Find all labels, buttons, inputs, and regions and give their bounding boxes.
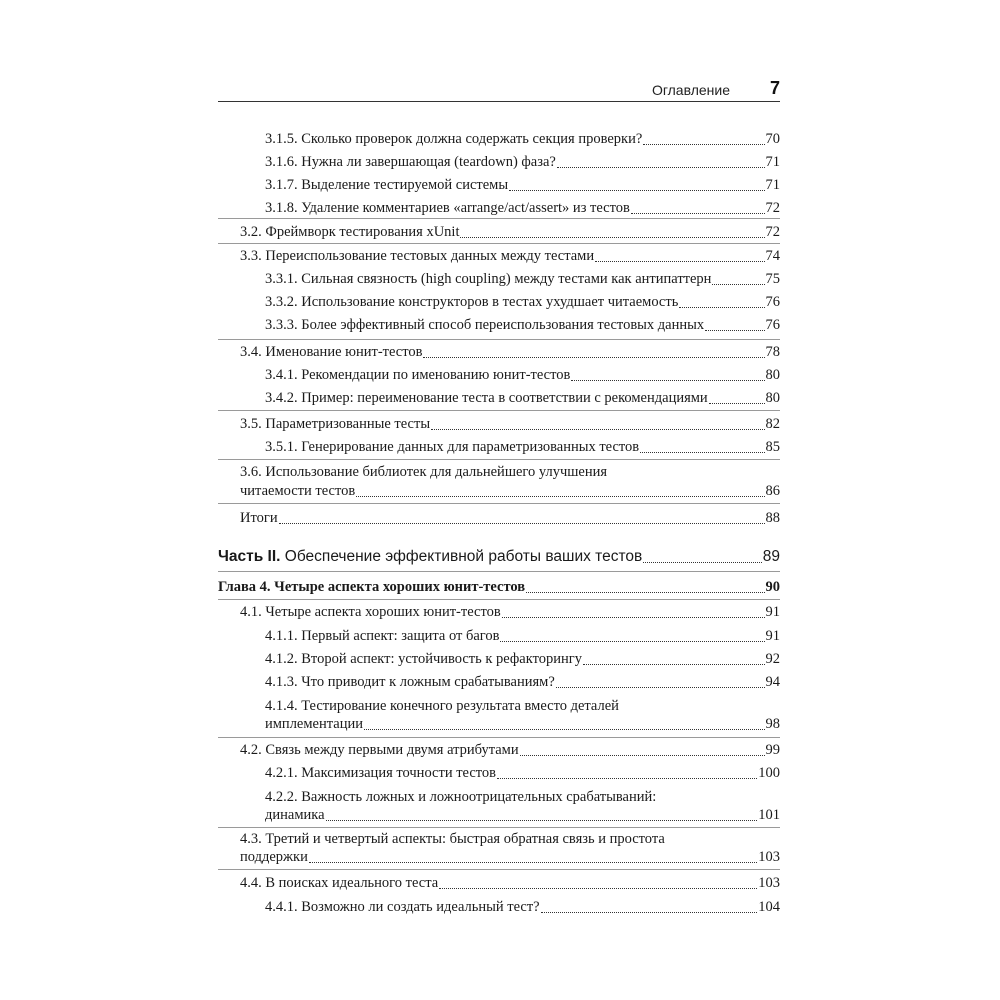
toc-entry-page: 71: [765, 154, 780, 170]
leader-dots: [709, 391, 765, 404]
toc-entry-page: 71: [765, 177, 780, 193]
toc-entry[interactable]: [240, 480, 780, 500]
toc-entry-label: 3.1.8. Удаление комментариев «arrange/act/assert» из тестов: [265, 200, 630, 216]
section-separator: [218, 737, 780, 738]
toc-entry[interactable]: [265, 291, 780, 311]
leader-dots: [583, 652, 765, 665]
toc-entry-page: 92: [765, 651, 780, 667]
leader-dots: [509, 178, 764, 191]
leader-dots: [279, 511, 765, 524]
toc-entry[interactable]: [265, 151, 780, 171]
toc-entry[interactable]: [265, 436, 780, 456]
toc-entry[interactable]: [265, 174, 780, 194]
toc-entry[interactable]: [240, 413, 780, 433]
section-separator: [218, 218, 780, 219]
toc-entry[interactable]: [265, 128, 780, 148]
toc-entry[interactable]: [265, 896, 780, 916]
toc-entry-page: 99: [765, 742, 780, 758]
toc-entry-label: 3.4.1. Рекомендации по именованию юнит-тестов: [265, 367, 571, 383]
section-separator: [218, 503, 780, 504]
toc-entry[interactable]: [240, 245, 780, 265]
leader-dots: [309, 850, 757, 863]
section-separator: [218, 339, 780, 340]
leader-dots: [356, 484, 764, 497]
toc-entry-label: 4.2. Связь между первыми двумя атрибутами: [240, 742, 519, 758]
leader-dots: [643, 550, 762, 563]
toc-entry-page: 91: [765, 604, 780, 620]
leader-dots: [595, 249, 764, 262]
running-title: Оглавление: [651, 82, 730, 98]
section-separator: [218, 459, 780, 460]
toc-entry[interactable]: [240, 846, 780, 866]
toc-entry-label: 3.1.6. Нужна ли завершающая (teardown) фаза?: [265, 154, 556, 170]
toc-entry-label: 3.2. Фреймворк тестирования xUnit: [240, 224, 460, 240]
toc-entry-page: 104: [758, 899, 780, 915]
section-separator: [218, 243, 780, 244]
toc-entry[interactable]: [240, 872, 780, 892]
toc-entry-page: 98: [765, 716, 780, 732]
leader-dots: [439, 876, 757, 889]
toc-entry-label: 4.1. Четыре аспекта хороших юнит-тестов: [240, 604, 501, 620]
leader-dots: [497, 766, 757, 779]
toc-entry-label: 3.4.2. Пример: переименование теста в соответствии с рекомендациями: [265, 390, 708, 406]
toc-entry-label: 4.1.3. Что приводит к ложным срабатываниям?: [265, 674, 555, 690]
toc-entry[interactable]: [265, 713, 780, 733]
leader-dots: [679, 295, 764, 308]
toc-entry-label: 3.3.3. Более эффективный способ переиспользования тестовых данных: [265, 317, 705, 333]
toc-entry[interactable]: [265, 671, 780, 691]
toc-entry-label: 3.4. Именование юнит-тестов: [240, 344, 423, 360]
leader-dots: [557, 155, 765, 168]
toc-entry[interactable]: [240, 739, 780, 759]
toc-entry-label: 3.3.1. Сильная связность (high coupling) между тестами как антипаттерн: [265, 271, 712, 287]
toc-entry-page: 101: [758, 807, 780, 823]
toc-part-entry[interactable]: [218, 546, 780, 566]
toc-entry-page: 75: [765, 271, 780, 287]
toc-entry-label: 3.3. Переиспользование тестовых данных между тестами: [240, 248, 595, 264]
toc-entry[interactable]: [265, 364, 780, 384]
toc-entry-page: 90: [765, 579, 780, 595]
toc-entry[interactable]: [240, 601, 780, 621]
toc-entry-label-line1: 4.1.4. Тестирование конечного результата вместо деталей: [265, 698, 619, 714]
toc-entry[interactable]: [265, 197, 780, 217]
leader-dots: [556, 675, 765, 688]
toc-entry-page: 80: [765, 390, 780, 406]
leader-dots: [431, 417, 764, 430]
toc-entry[interactable]: [265, 387, 780, 407]
toc-entry-label: имплементации: [265, 716, 363, 732]
toc-entry-page: 103: [758, 875, 780, 891]
leader-dots: [526, 580, 764, 593]
toc-entry-page: 94: [765, 674, 780, 690]
leader-dots: [520, 743, 765, 756]
toc-entry-label: 4.4.1. Возможно ли создать идеальный тест?: [265, 899, 540, 915]
page-number: 7: [769, 78, 780, 98]
leader-dots: [541, 900, 758, 913]
leader-dots: [460, 225, 764, 238]
toc-entry-page: 82: [765, 416, 780, 432]
toc-entry-page: 88: [765, 510, 780, 526]
toc-entry[interactable]: [265, 648, 780, 668]
toc-entry-page: 72: [765, 224, 780, 240]
leader-dots: [500, 629, 764, 642]
leader-dots: [423, 345, 764, 358]
toc-entry-page: 86: [765, 483, 780, 499]
toc-entry-label: 3.5.1. Генерирование данных для параметризованных тестов: [265, 439, 640, 455]
toc-entry-label: поддержки: [240, 849, 308, 865]
leader-dots: [643, 132, 764, 145]
toc-entry-label: читаемости тестов: [240, 483, 356, 499]
toc-entry-page: 72: [765, 200, 780, 216]
toc-entry-page: 76: [765, 294, 780, 310]
leader-dots: [631, 201, 765, 214]
toc-entry-page: 74: [765, 248, 780, 264]
toc-entry-page: 103: [758, 849, 780, 865]
leader-dots: [705, 318, 764, 331]
toc-entry[interactable]: [265, 762, 780, 782]
section-separator: [218, 869, 780, 870]
toc-entry[interactable]: [265, 804, 780, 824]
toc-entry[interactable]: [240, 341, 780, 361]
section-separator: [218, 410, 780, 411]
section-separator: [218, 571, 780, 572]
toc-entry[interactable]: [265, 268, 780, 288]
toc-entry-page: 78: [765, 344, 780, 360]
leader-dots: [502, 605, 765, 618]
leader-dots: [571, 368, 764, 381]
toc-entry-label: Обеспечение эффективной работы ваших тестов: [280, 548, 643, 565]
toc-entry[interactable]: [240, 507, 780, 527]
leader-dots: [640, 440, 764, 453]
toc-entry[interactable]: [265, 314, 780, 334]
toc-entry-page: 76: [765, 317, 780, 333]
part-number: Часть II.: [218, 548, 281, 565]
toc-entry-label: 4.2.1. Максимизация точности тестов: [265, 765, 497, 781]
toc-entry[interactable]: [265, 625, 780, 645]
toc-entry-page: 80: [765, 367, 780, 383]
toc-entry-label: 4.1.1. Первый аспект: защита от багов: [265, 628, 500, 644]
toc-entry[interactable]: [240, 221, 780, 241]
toc-entry-label-line1: 3.6. Использование библиотек для дальнейшего улучшения: [240, 464, 608, 480]
toc-entry-label: Итоги: [240, 510, 278, 526]
toc-entry-label: 3.1.5. Сколько проверок должна содержать секция проверки?: [265, 131, 643, 147]
toc-entry-page: 89: [762, 548, 780, 565]
toc-chapter-entry[interactable]: [218, 576, 780, 596]
section-separator: [218, 599, 780, 600]
section-separator: [218, 827, 780, 828]
toc-entry-label: 4.4. В поисках идеального теста: [240, 875, 439, 891]
toc-entry-label: 4.1.2. Второй аспект: устойчивость к рефакторингу: [265, 651, 582, 667]
toc-entry-label-line1: 4.2.2. Важность ложных и ложноотрицательных срабатываний:: [265, 789, 657, 805]
toc-entry-page: 70: [765, 131, 780, 147]
leader-dots: [364, 717, 765, 730]
leader-dots: [712, 272, 764, 285]
leader-dots: [326, 808, 758, 821]
toc-entry-label: 3.3.2. Использование конструкторов в тестах ухудшает читаемость: [265, 294, 679, 310]
toc-entry-page: 91: [765, 628, 780, 644]
toc-entry-label: Глава 4. Четыре аспекта хороших юнит-тестов: [218, 579, 526, 595]
toc-entry-page: 85: [765, 439, 780, 455]
toc-entry-label: 3.5. Параметризованные тесты: [240, 416, 431, 432]
toc-entry-page: 100: [758, 765, 780, 781]
toc-entry-label: 3.1.7. Выделение тестируемой системы: [265, 177, 509, 193]
toc-entry-label-line1: 4.3. Третий и четвертый аспекты: быстрая обратная связь и простота: [240, 831, 665, 847]
toc-entry-label: динамика: [265, 807, 325, 823]
